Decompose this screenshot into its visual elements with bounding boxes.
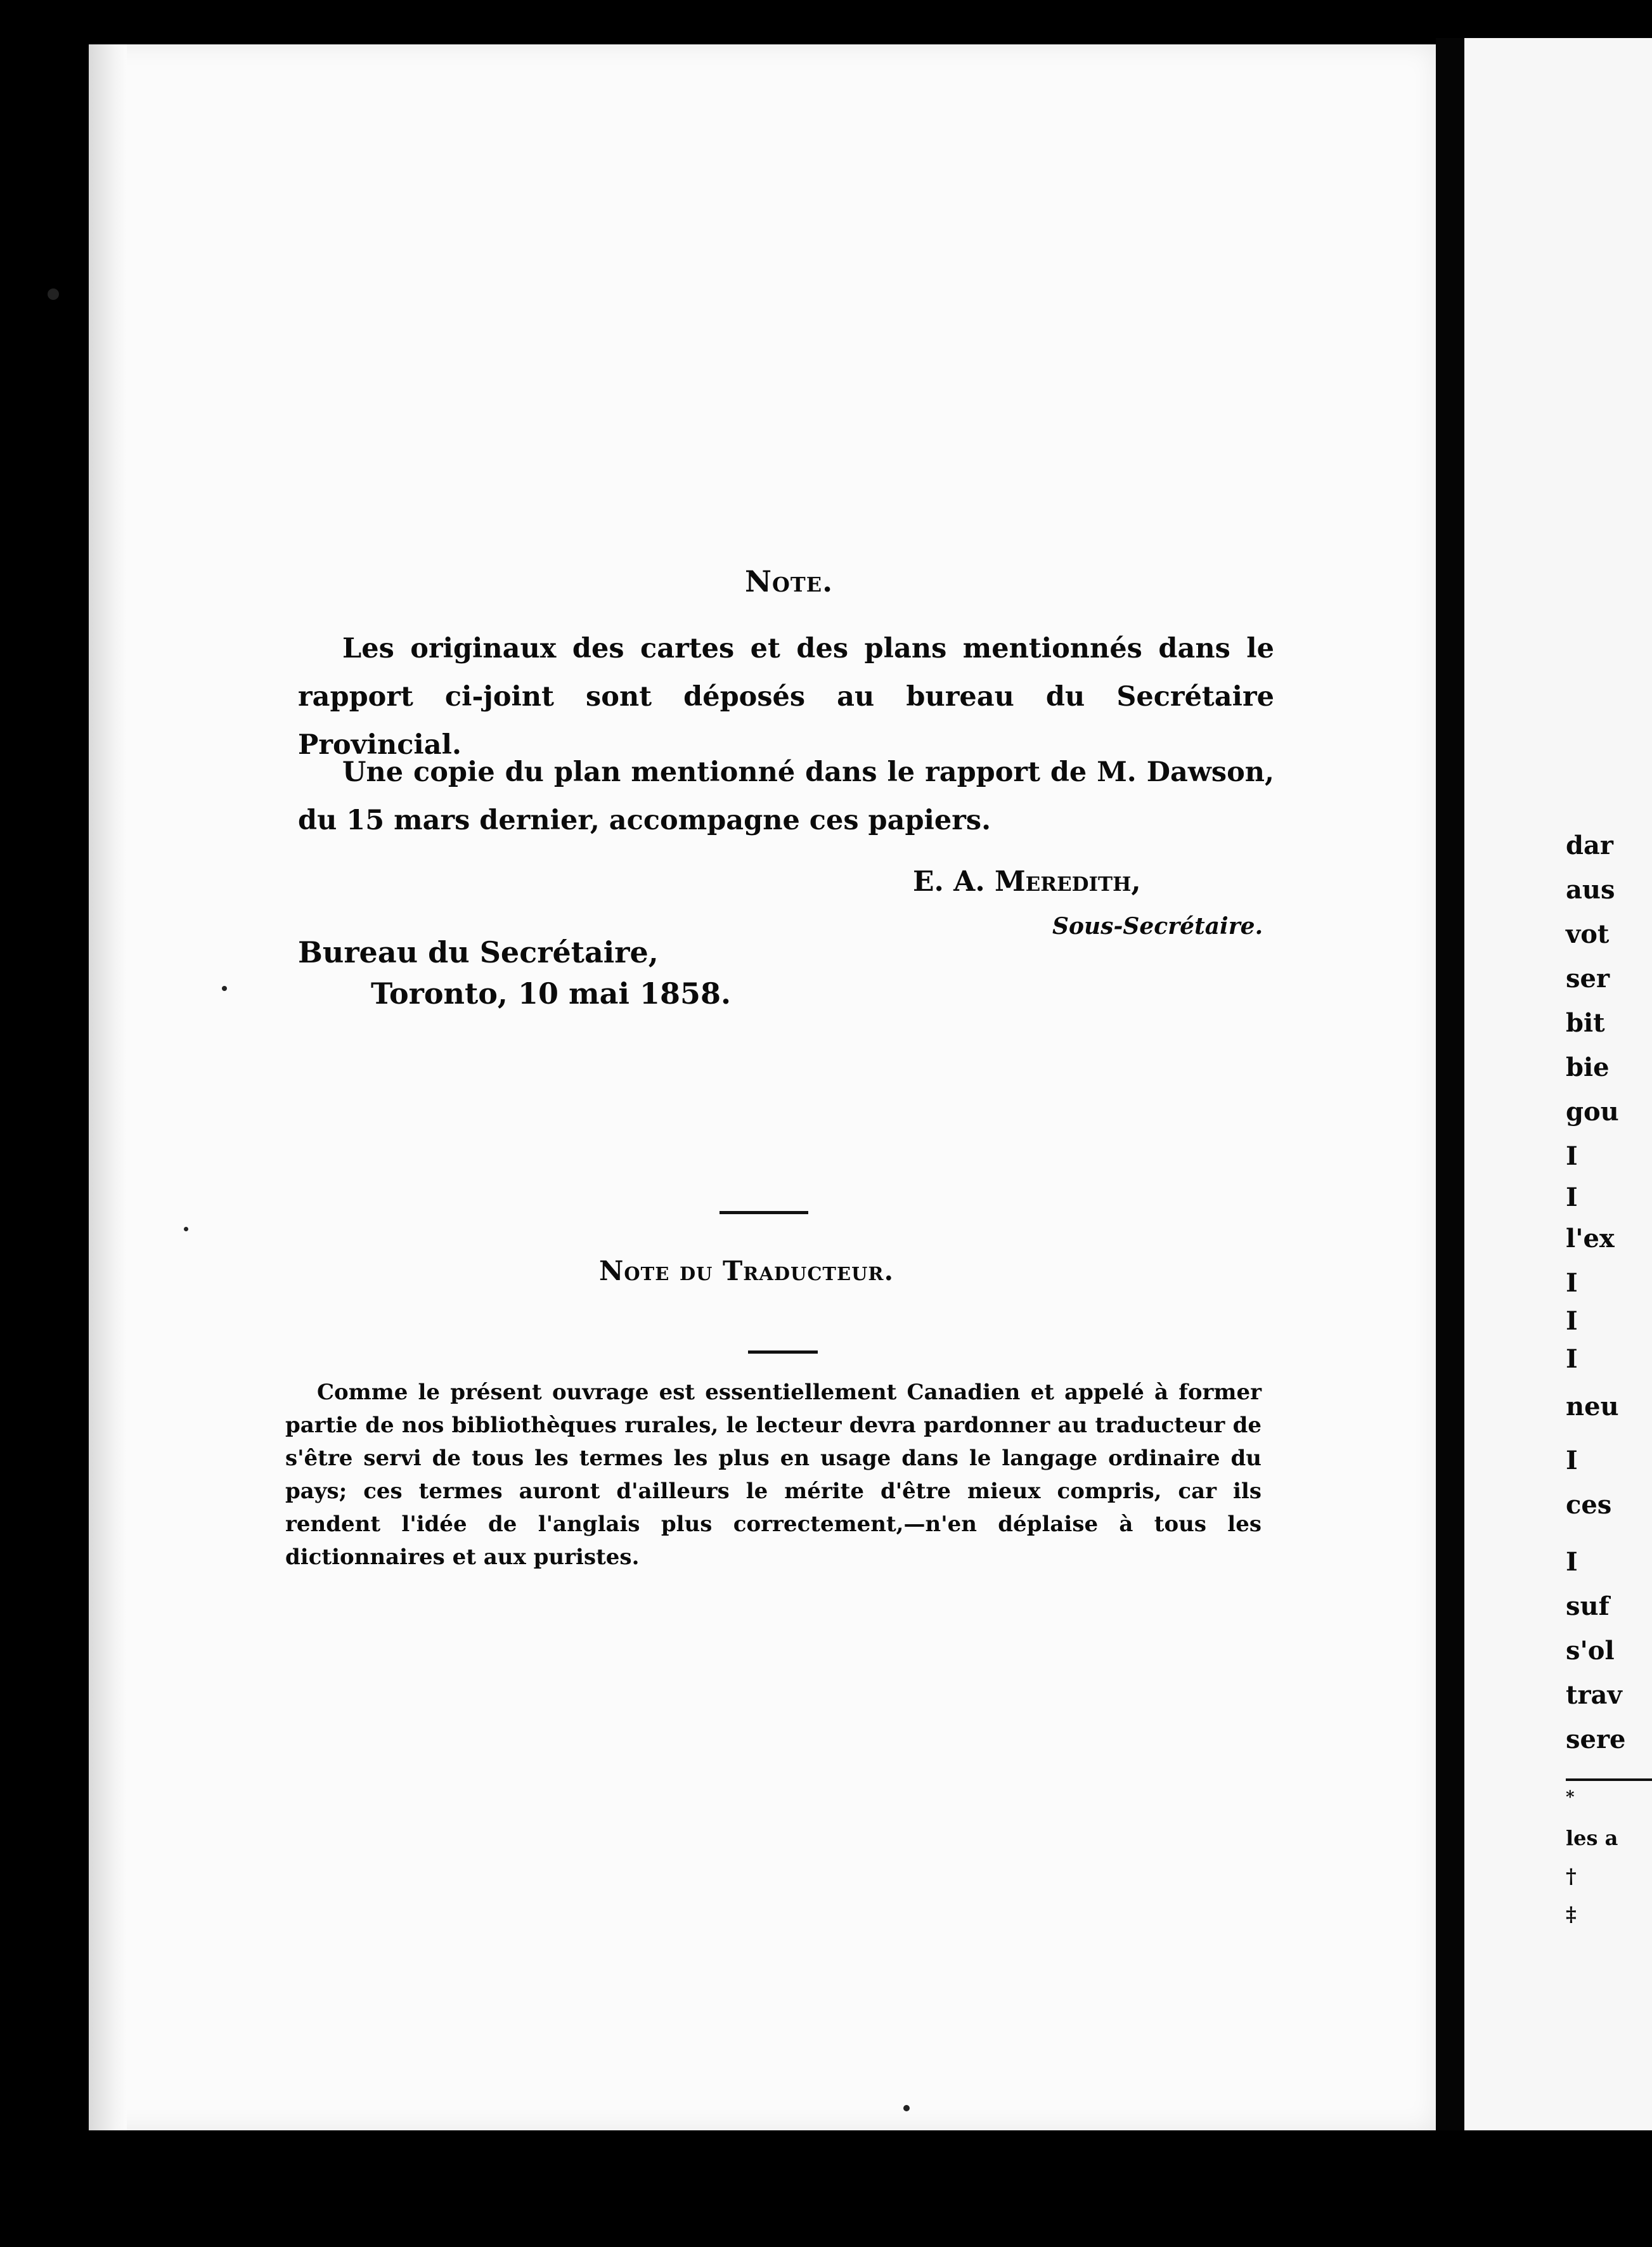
fragment-line: ces bbox=[1566, 1490, 1612, 1520]
signature-title: Sous-Secrétaire. bbox=[1052, 913, 1263, 940]
fragment-line: I bbox=[1566, 1446, 1578, 1475]
book-gutter bbox=[1436, 38, 1464, 2130]
fragment-line: s'ol bbox=[1566, 1636, 1615, 1666]
translator-note-text: Comme le présent ouvrage est essentiellement Canadien et appelé à former partie de nos bibliothèques rurales, le lecteur devra pardonner au traducteur de s'être servi de tous les termes les plus en usage dans le langage ordinaire du pays; ces termes auront d'ailleurs le mérite d'être mieux compris, car ils rendent l'idée de l'anglais plus correctement,—n'en déplaise à tous les dictionnaires et aux puristes. bbox=[285, 1380, 1262, 1570]
fragment-line: les a bbox=[1566, 1826, 1618, 1850]
scan-speck bbox=[903, 2105, 910, 2111]
fragment-line: bie bbox=[1566, 1052, 1610, 1082]
page-edge-shadow bbox=[89, 44, 127, 2130]
translator-note-heading: Note du Traducteur. bbox=[599, 1255, 894, 1286]
fragment-line: dar bbox=[1566, 831, 1613, 860]
scan-speck bbox=[222, 986, 227, 991]
document-page bbox=[89, 44, 1436, 2130]
scan-speck bbox=[48, 288, 59, 300]
adjacent-page-fragment bbox=[1464, 38, 1652, 2130]
fragment-line: ‡ bbox=[1566, 1902, 1577, 1926]
fragment-line: aus bbox=[1566, 875, 1615, 905]
fragment-line: † bbox=[1566, 1864, 1577, 1888]
translator-heading-rule bbox=[748, 1350, 818, 1354]
note-heading: Note. bbox=[745, 564, 834, 599]
footnote-rule-fragment bbox=[1566, 1778, 1652, 1781]
fragment-line: sere bbox=[1566, 1725, 1626, 1754]
fragment-line: * bbox=[1566, 1788, 1575, 1807]
fragment-line: l'ex bbox=[1566, 1224, 1615, 1253]
fragment-line: I bbox=[1566, 1306, 1578, 1336]
fragment-line: gou bbox=[1566, 1097, 1619, 1127]
place-line-date: Toronto, 10 mai 1858. bbox=[371, 976, 731, 1011]
note-paragraph-originals: Les originaux des cartes et des plans mentionnés dans le rapport ci-joint sont déposés au bureau du Secrétaire Provincial. bbox=[298, 633, 1274, 761]
place-line-bureau: Bureau du Secrétaire, bbox=[298, 935, 659, 969]
fragment-line: vot bbox=[1566, 919, 1610, 949]
fragment-line: I bbox=[1566, 1268, 1578, 1298]
fragment-line: neu bbox=[1566, 1392, 1619, 1421]
fragment-line: ser bbox=[1566, 964, 1610, 994]
fragment-line: I bbox=[1566, 1547, 1578, 1577]
fragment-line: I bbox=[1566, 1182, 1578, 1212]
fragment-line: suf bbox=[1566, 1591, 1610, 1621]
note-paragraph-copy: Une copie du plan mentionné dans le rapport de M. Dawson, du 15 mars dernier, accompagne ces papiers. bbox=[298, 756, 1274, 836]
scan-speck bbox=[184, 1227, 188, 1231]
fragment-line: bit bbox=[1566, 1008, 1605, 1038]
fragment-line: I bbox=[1566, 1344, 1578, 1374]
fragment-line: I bbox=[1566, 1141, 1578, 1171]
fragment-line: trav bbox=[1566, 1680, 1622, 1710]
signature-name: E. A. Meredith, bbox=[913, 865, 1141, 898]
section-divider-rule bbox=[720, 1211, 808, 1214]
